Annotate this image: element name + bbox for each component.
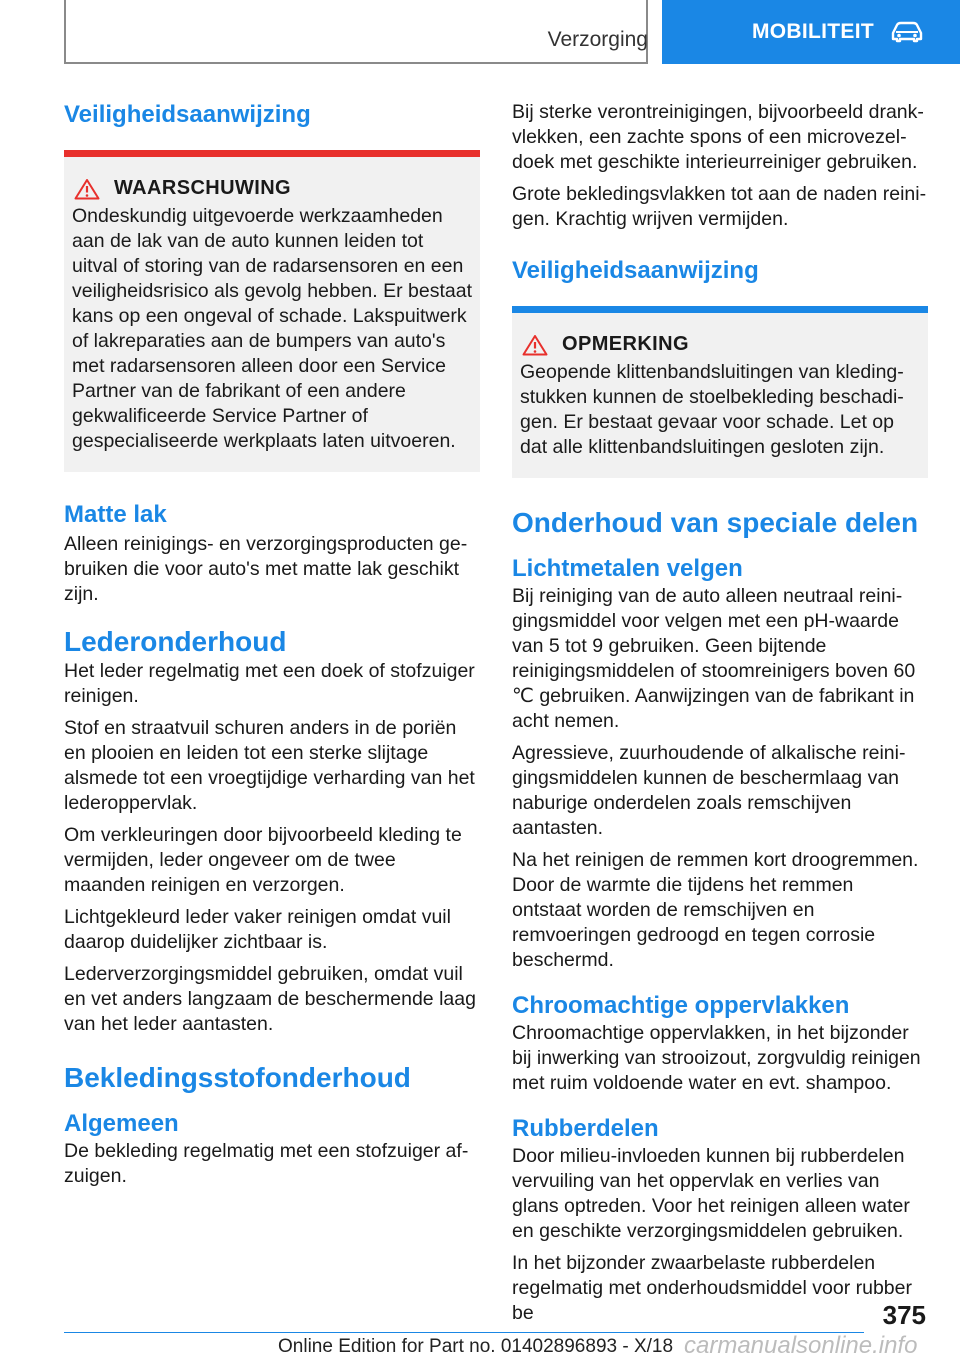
matte-heading: Matte lak <box>64 501 167 528</box>
alloy-paragraph-3: Na het reinigen de remmen kort droogremmen. Door de warmte die tijdens het remmen ontstaat worden de remschijven en remvoeringen gedroogd en tegen corrosie beschermd. <box>512 849 919 971</box>
notice-box <box>512 306 928 478</box>
alloy-paragraph-2: Agressieve, zuurhoudende of alkalische reinigingsmiddelen kunnen de beschermlaag van naburige onderdelen zoals remschijven aantasten. <box>512 742 906 839</box>
upholstery-paragraph-1: Bij sterke verontreinigingen, bijvoorbeeld drankvlekken, een zachte spons of een microvezeldoek met geschikte interieurreiniger gebruiken. <box>512 101 924 173</box>
leather-paragraph-4: Lichtgekleurd leder vaker reinigen omdat vuil daarop duidelijker zichtbaar is. <box>64 906 451 953</box>
footer-edition: Online Edition for Part no. 01402896893 - X/18 <box>278 1336 674 1357</box>
warning-box <box>64 150 480 472</box>
alloy-paragraph-1: Bij reiniging van de auto alleen neutraal reinigingsmiddel voor velgen met een pH-waarde van 5 tot 9 gebruiken. Geen bijtende reinigingsmiddelen of stoomreinigers boven 60 ℃ gebruiken. Aanwijzingen van de fabrikant in acht nemen. <box>512 585 916 732</box>
notice-title: OPMERKING <box>562 333 689 355</box>
chrome-heading: Chroomachtige oppervlakken <box>512 992 850 1019</box>
leather-heading: Lederonderhoud <box>64 626 287 657</box>
leather-paragraph-2: Stof en straatvuil schuren anders in de poriën en plooien en leiden tot een sterke slijtage alsmede tot een vroegtijdige verharding van het lederoppervlak. <box>64 717 475 814</box>
upholstery-paragraph-2: Grote bekledingsvlakken tot aan de naden reinigen. Krachtig wrijven vermijden. <box>512 183 927 230</box>
general-paragraph: De bekleding regelmatig met een stofzuiger afzuigen. <box>64 1140 469 1187</box>
safety-heading-2: Veiligheidsaanwijzing <box>512 257 759 284</box>
special-parts-heading: Onderhoud van speciale delen <box>512 507 919 538</box>
notice-text: Geopende klittenbandsluitingen van kledingstukken kunnen de stoelbekleding beschadigen. Er bestaat gevaar voor schade. Let op dat alle klittenbandsluitingen gesloten zijn. <box>520 361 904 458</box>
left-column <box>64 100 480 1196</box>
rubber-paragraph-2: In het bijzonder zwaarbelaste rubberdelen regelmatig met onderhoudsmiddel voor rubber be <box>512 1252 912 1324</box>
chapter-tab[interactable] <box>662 0 960 64</box>
section-title: Verzorging <box>547 28 648 51</box>
general-heading: Algemeen <box>64 1110 179 1137</box>
rubber-heading: Rubberdelen <box>512 1115 659 1142</box>
page-number: 375 <box>882 1300 926 1330</box>
matte-paragraph: Alleen reinigings- en verzorgingsproducten gebruiken die voor auto's met matte lak geschikt zijn. <box>64 533 468 605</box>
rubber-paragraph-1: Door milieu-invloeden kunnen bij rubberdelen vervuiling van het oppervlak en verlies van glans optreden. Voor het reinigen alleen water en geschikte verzorgingsmiddelen gebruiken. <box>512 1145 910 1242</box>
leather-paragraph-5: Lederverzorgingsmiddel gebruiken, omdat vuil en vet anders langzaam de beschermende laag van het leder aantasten. <box>64 963 476 1035</box>
right-column <box>512 100 928 1333</box>
chapter-tab-label: MOBILITEIT <box>752 20 874 43</box>
warning-triangle-icon <box>74 178 100 200</box>
warning-text: Ondeskundig uitgevoerde werkzaamheden aan de lak van de auto kunnen leiden tot uitval of storing van de radarsensoren en een veiligheidsrisico als gevolg hebben. Er bestaat kans op een ongeval of schade. Lakspuitwerk of lakreparaties aan de bumpers van auto's met radarsensoren alleen door een Service Partner van de fabrikant of een andere gekwalificeerde Service Partner of gespecialiseerde werkplaats laten uitvoeren. <box>72 205 472 452</box>
fabric-heading: Bekledingsstofonderhoud <box>64 1062 411 1093</box>
alloy-heading: Lichtmetalen velgen <box>512 555 743 582</box>
warning-title: WAARSCHUWING <box>114 177 292 199</box>
leather-paragraph-1: Het leder regelmatig met een doek of stofzuiger reinigen. <box>64 660 475 707</box>
chrome-paragraph: Chroomachtige oppervlakken, in het bijzonder bij inwerking van strooizout, zorgvuldig reinigen met ruim voldoende water en evt. shampoo. <box>512 1022 921 1094</box>
safety-heading: Veiligheidsaanwijzing <box>64 101 311 128</box>
warning-triangle-icon <box>522 334 548 356</box>
leather-paragraph-3: Om verkleuringen door bijvoorbeeld kleding te vermijden, leder ongeveer om de twee maanden reinigen en verzorgen. <box>64 824 462 896</box>
car-icon <box>890 21 924 43</box>
watermark: carmanualsonline.info <box>684 1332 918 1359</box>
